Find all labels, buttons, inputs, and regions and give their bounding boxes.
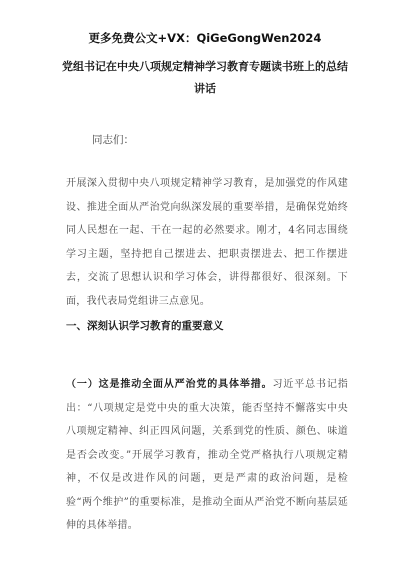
document-title: 党组书记在中央八项规定精神学习教育专题读书班上的总结讲话 [62,60,348,95]
subsection-text: 习近平总书记指出：“八项规定是党中央的重大决策，能否坚持不懈落实中央八项规定精神、纠正四风问题，关系到党的性质、颜色、味道是否会改变。”开展学习教育，推动全党严格执行八项规定精神，不仅是改进作风的问题，更是严肃的政治问题，是检验“两个维护”的重要标准，是推动全面从严治党不断向基层延伸的具体举措。 [66,379,348,531]
section-heading-1: 一、深刻认识学习教育的重要意义 [66,320,224,332]
header-watermark-text: 更多免费公文+VX：QiGeGongWen2024 [88,31,322,45]
salutation: 同志们： [92,134,134,146]
subsection-paragraph-1 [66,373,348,538]
intro-paragraph: 开展深入贯彻中央八项规定精神学习教育，是加强党的作风建设、推进全面从严治党向纵深发展的重要举措，是确保党始终同人民想在一起、干在一起的必然要求。刚才，4名同志围绕学习主题，坚持把自己摆进去、把职责摆进去、把工作摆进去，交流了思想认识和学习体会，讲得都很好、很深刻。下面，我代表局党组讲三点意见。 [66,178,348,307]
subsection-lead: （一）这是推动全面从严治党的具体举措。 [66,379,273,390]
